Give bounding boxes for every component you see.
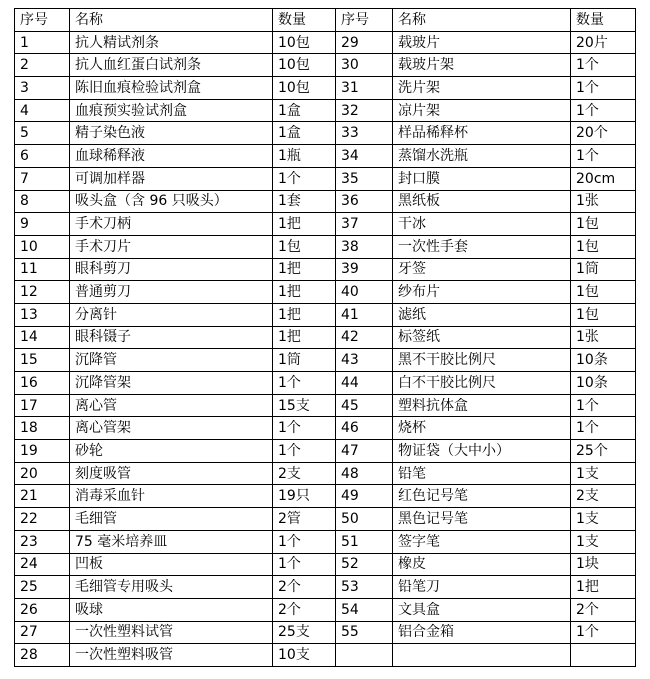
header-no: 序号 xyxy=(336,9,393,32)
table-row xyxy=(15,417,636,440)
item-name-cell: 一次性塑料吸管 xyxy=(70,644,273,667)
item-number-cell: 52 xyxy=(336,553,393,576)
item-name-cell: 样品稀释杯 xyxy=(393,122,571,145)
item-quantity-cell: 2个 xyxy=(273,576,336,599)
item-quantity-cell: 1个 xyxy=(571,145,636,168)
table-row xyxy=(15,440,636,463)
item-name-cell: 一次性手套 xyxy=(393,235,571,258)
item-number-cell: 54 xyxy=(336,598,393,621)
item-number-cell: 1 xyxy=(15,31,70,54)
item-quantity-cell: 1个 xyxy=(571,394,636,417)
table-row xyxy=(15,31,636,54)
item-name-cell: 洗片架 xyxy=(393,77,571,100)
header-name: 名称 xyxy=(393,9,571,32)
item-name-cell: 铅笔刀 xyxy=(393,576,571,599)
header-qty: 数量 xyxy=(571,9,636,32)
item-quantity-cell: 1把 xyxy=(273,303,336,326)
table-row xyxy=(15,394,636,417)
item-name-cell: 载玻片架 xyxy=(393,54,571,77)
table-row xyxy=(15,235,636,258)
item-name-cell: 抗人精试剂条 xyxy=(70,31,273,54)
item-name-cell: 沉降管 xyxy=(70,349,273,372)
item-number-cell: 33 xyxy=(336,122,393,145)
item-quantity-cell: 1把 xyxy=(273,213,336,236)
item-name-cell: 塑料抗体盒 xyxy=(393,394,571,417)
item-quantity-cell: 1盒 xyxy=(273,122,336,145)
table-row xyxy=(15,167,636,190)
table-row xyxy=(15,349,636,372)
item-quantity-cell: 1个 xyxy=(571,417,636,440)
item-name-cell: 抗人血红蛋白试剂条 xyxy=(70,54,273,77)
item-quantity-cell: 1把 xyxy=(273,326,336,349)
item-name-cell: 血球稀释液 xyxy=(70,145,273,168)
item-quantity-cell: 1个 xyxy=(273,553,336,576)
equipment-list xyxy=(14,8,636,667)
item-number-cell: 39 xyxy=(336,258,393,281)
item-quantity-cell: 1支 xyxy=(571,508,636,531)
item-quantity-cell: 10包 xyxy=(273,31,336,54)
item-quantity-cell: 2支 xyxy=(571,485,636,508)
item-number-cell: 27 xyxy=(15,621,70,644)
header-qty: 数量 xyxy=(273,9,336,32)
item-number-cell: 11 xyxy=(15,258,70,281)
item-quantity-cell: 1包 xyxy=(571,213,636,236)
table-row xyxy=(15,258,636,281)
table-row xyxy=(15,145,636,168)
table-row xyxy=(15,485,636,508)
item-name-cell: 干冰 xyxy=(393,213,571,236)
item-number-cell: 36 xyxy=(336,190,393,213)
item-number-cell: 10 xyxy=(15,235,70,258)
item-number-cell: 44 xyxy=(336,372,393,395)
item-name-cell: 黑色记号笔 xyxy=(393,508,571,531)
item-name-cell: 分离针 xyxy=(70,303,273,326)
table-row xyxy=(15,54,636,77)
item-quantity-cell: 1把 xyxy=(571,576,636,599)
item-quantity-cell: 10包 xyxy=(273,77,336,100)
item-name-cell: 红色记号笔 xyxy=(393,485,571,508)
item-name-cell: 刻度吸管 xyxy=(70,462,273,485)
item-quantity-cell: 1筒 xyxy=(273,349,336,372)
item-number-cell: 49 xyxy=(336,485,393,508)
item-number-cell: 17 xyxy=(15,394,70,417)
item-quantity-cell: 1张 xyxy=(571,326,636,349)
item-quantity-cell: 1个 xyxy=(571,99,636,122)
table-row xyxy=(15,190,636,213)
item-number-cell: 19 xyxy=(15,440,70,463)
table-row xyxy=(15,644,636,667)
item-number-cell: 45 xyxy=(336,394,393,417)
item-quantity-cell: 10条 xyxy=(571,372,636,395)
item-number-cell: 7 xyxy=(15,167,70,190)
item-name-cell: 毛细管 xyxy=(70,508,273,531)
item-name-cell: 载玻片 xyxy=(393,31,571,54)
item-quantity-cell: 1个 xyxy=(273,372,336,395)
table-row xyxy=(15,213,636,236)
table-row xyxy=(15,621,636,644)
item-number-cell: 32 xyxy=(336,99,393,122)
item-name-cell: 封口膜 xyxy=(393,167,571,190)
item-name-cell: 铝合金箱 xyxy=(393,621,571,644)
item-name-cell: 滤纸 xyxy=(393,303,571,326)
item-number-cell: 50 xyxy=(336,508,393,531)
item-number-cell: 48 xyxy=(336,462,393,485)
item-quantity-cell: 1套 xyxy=(273,190,336,213)
item-number-cell: 29 xyxy=(336,31,393,54)
item-quantity-cell: 1把 xyxy=(273,258,336,281)
item-quantity-cell: 1个 xyxy=(273,167,336,190)
item-number-cell: 9 xyxy=(15,213,70,236)
item-number-cell: 16 xyxy=(15,372,70,395)
table-row xyxy=(15,326,636,349)
item-number-cell: 21 xyxy=(15,485,70,508)
item-number-cell xyxy=(336,644,393,667)
item-number-cell: 42 xyxy=(336,326,393,349)
item-name-cell: 手术刀柄 xyxy=(70,213,273,236)
item-number-cell: 26 xyxy=(15,598,70,621)
item-quantity-cell: 1支 xyxy=(571,530,636,553)
item-number-cell: 20 xyxy=(15,462,70,485)
item-number-cell: 12 xyxy=(15,281,70,304)
table-row xyxy=(15,530,636,553)
item-quantity-cell: 2个 xyxy=(571,598,636,621)
item-name-cell: 血痕预实验试剂盒 xyxy=(70,99,273,122)
item-name-cell: 普通剪刀 xyxy=(70,281,273,304)
item-number-cell: 53 xyxy=(336,576,393,599)
item-name-cell: 眼科镊子 xyxy=(70,326,273,349)
item-quantity-cell: 2个 xyxy=(273,598,336,621)
item-number-cell: 37 xyxy=(336,213,393,236)
table-body xyxy=(15,31,636,666)
item-name-cell: 橡皮 xyxy=(393,553,571,576)
item-quantity-cell: 1个 xyxy=(571,54,636,77)
item-quantity-cell: 1个 xyxy=(273,530,336,553)
item-name-cell: 沉降管架 xyxy=(70,372,273,395)
item-name-cell: 蒸馏水洗瓶 xyxy=(393,145,571,168)
item-quantity-cell: 1包 xyxy=(273,235,336,258)
item-quantity-cell: 1包 xyxy=(571,303,636,326)
header-name: 名称 xyxy=(70,9,273,32)
item-quantity-cell: 1包 xyxy=(571,281,636,304)
item-quantity-cell: 1个 xyxy=(273,417,336,440)
item-number-cell: 41 xyxy=(336,303,393,326)
item-name-cell: 物证袋（大中小） xyxy=(393,440,571,463)
item-number-cell: 55 xyxy=(336,621,393,644)
item-number-cell: 2 xyxy=(15,54,70,77)
item-number-cell: 24 xyxy=(15,553,70,576)
item-number-cell: 18 xyxy=(15,417,70,440)
item-name-cell: 白不干胶比例尺 xyxy=(393,372,571,395)
table-row xyxy=(15,598,636,621)
item-number-cell: 8 xyxy=(15,190,70,213)
item-number-cell: 46 xyxy=(336,417,393,440)
item-quantity-cell xyxy=(571,644,636,667)
item-name-cell: 可调加样器 xyxy=(70,167,273,190)
item-number-cell: 15 xyxy=(15,349,70,372)
item-quantity-cell: 10支 xyxy=(273,644,336,667)
item-name-cell: 离心管 xyxy=(70,394,273,417)
item-number-cell: 13 xyxy=(15,303,70,326)
item-name-cell: 烧杯 xyxy=(393,417,571,440)
item-quantity-cell: 1盒 xyxy=(273,99,336,122)
item-quantity-cell: 2支 xyxy=(273,462,336,485)
item-name-cell: 陈旧血痕检验试剂盒 xyxy=(70,77,273,100)
item-name-cell: 签字笔 xyxy=(393,530,571,553)
item-name-cell: 纱布片 xyxy=(393,281,571,304)
item-number-cell: 47 xyxy=(336,440,393,463)
item-number-cell: 6 xyxy=(15,145,70,168)
item-number-cell: 4 xyxy=(15,99,70,122)
item-quantity-cell: 10包 xyxy=(273,54,336,77)
item-name-cell: 一次性塑料试管 xyxy=(70,621,273,644)
item-name-cell: 精子染色液 xyxy=(70,122,273,145)
item-quantity-cell: 1块 xyxy=(571,553,636,576)
item-name-cell: 消毒采血针 xyxy=(70,485,273,508)
item-name-cell: 黑纸板 xyxy=(393,190,571,213)
item-number-cell: 5 xyxy=(15,122,70,145)
item-name-cell: 手术刀片 xyxy=(70,235,273,258)
item-number-cell: 51 xyxy=(336,530,393,553)
table-row xyxy=(15,508,636,531)
item-name-cell: 铅笔 xyxy=(393,462,571,485)
item-number-cell: 38 xyxy=(336,235,393,258)
item-quantity-cell: 15支 xyxy=(273,394,336,417)
item-quantity-cell: 1支 xyxy=(571,462,636,485)
item-name-cell: 75 毫米培养皿 xyxy=(70,530,273,553)
item-name-cell: 离心管架 xyxy=(70,417,273,440)
item-name-cell xyxy=(393,644,571,667)
item-name-cell: 凹板 xyxy=(70,553,273,576)
item-number-cell: 28 xyxy=(15,644,70,667)
item-number-cell: 3 xyxy=(15,77,70,100)
item-quantity-cell: 1个 xyxy=(273,440,336,463)
item-quantity-cell: 1张 xyxy=(571,190,636,213)
item-name-cell: 文具盒 xyxy=(393,598,571,621)
item-name-cell: 黑不干胶比例尺 xyxy=(393,349,571,372)
item-number-cell: 40 xyxy=(336,281,393,304)
item-number-cell: 35 xyxy=(336,167,393,190)
item-number-cell: 14 xyxy=(15,326,70,349)
table-row xyxy=(15,372,636,395)
item-quantity-cell: 20片 xyxy=(571,31,636,54)
header-no: 序号 xyxy=(15,9,70,32)
item-quantity-cell: 1个 xyxy=(571,621,636,644)
item-quantity-cell: 25支 xyxy=(273,621,336,644)
item-name-cell: 砂轮 xyxy=(70,440,273,463)
item-name-cell: 吸头盒（含 96 只吸头） xyxy=(70,190,273,213)
item-quantity-cell: 1个 xyxy=(571,77,636,100)
item-name-cell: 毛细管专用吸头 xyxy=(70,576,273,599)
item-quantity-cell: 19只 xyxy=(273,485,336,508)
item-quantity-cell: 20cm xyxy=(571,167,636,190)
item-quantity-cell: 20个 xyxy=(571,122,636,145)
item-number-cell: 25 xyxy=(15,576,70,599)
item-number-cell: 43 xyxy=(336,349,393,372)
table-row xyxy=(15,462,636,485)
item-quantity-cell: 2管 xyxy=(273,508,336,531)
table-row xyxy=(15,281,636,304)
item-quantity-cell: 25个 xyxy=(571,440,636,463)
equipment-table xyxy=(14,8,636,667)
item-number-cell: 23 xyxy=(15,530,70,553)
table-row xyxy=(15,77,636,100)
table-row xyxy=(15,553,636,576)
table-row xyxy=(15,576,636,599)
item-number-cell: 30 xyxy=(336,54,393,77)
table-row xyxy=(15,303,636,326)
table-row xyxy=(15,122,636,145)
table-row xyxy=(15,99,636,122)
item-name-cell: 吸球 xyxy=(70,598,273,621)
item-name-cell: 凉片架 xyxy=(393,99,571,122)
header-row xyxy=(15,9,636,32)
item-name-cell: 眼科剪刀 xyxy=(70,258,273,281)
item-name-cell: 标签纸 xyxy=(393,326,571,349)
item-number-cell: 34 xyxy=(336,145,393,168)
item-quantity-cell: 1瓶 xyxy=(273,145,336,168)
item-name-cell: 牙签 xyxy=(393,258,571,281)
item-number-cell: 22 xyxy=(15,508,70,531)
item-quantity-cell: 1把 xyxy=(273,281,336,304)
item-number-cell: 31 xyxy=(336,77,393,100)
item-quantity-cell: 10条 xyxy=(571,349,636,372)
item-quantity-cell: 1筒 xyxy=(571,258,636,281)
item-quantity-cell: 1包 xyxy=(571,235,636,258)
